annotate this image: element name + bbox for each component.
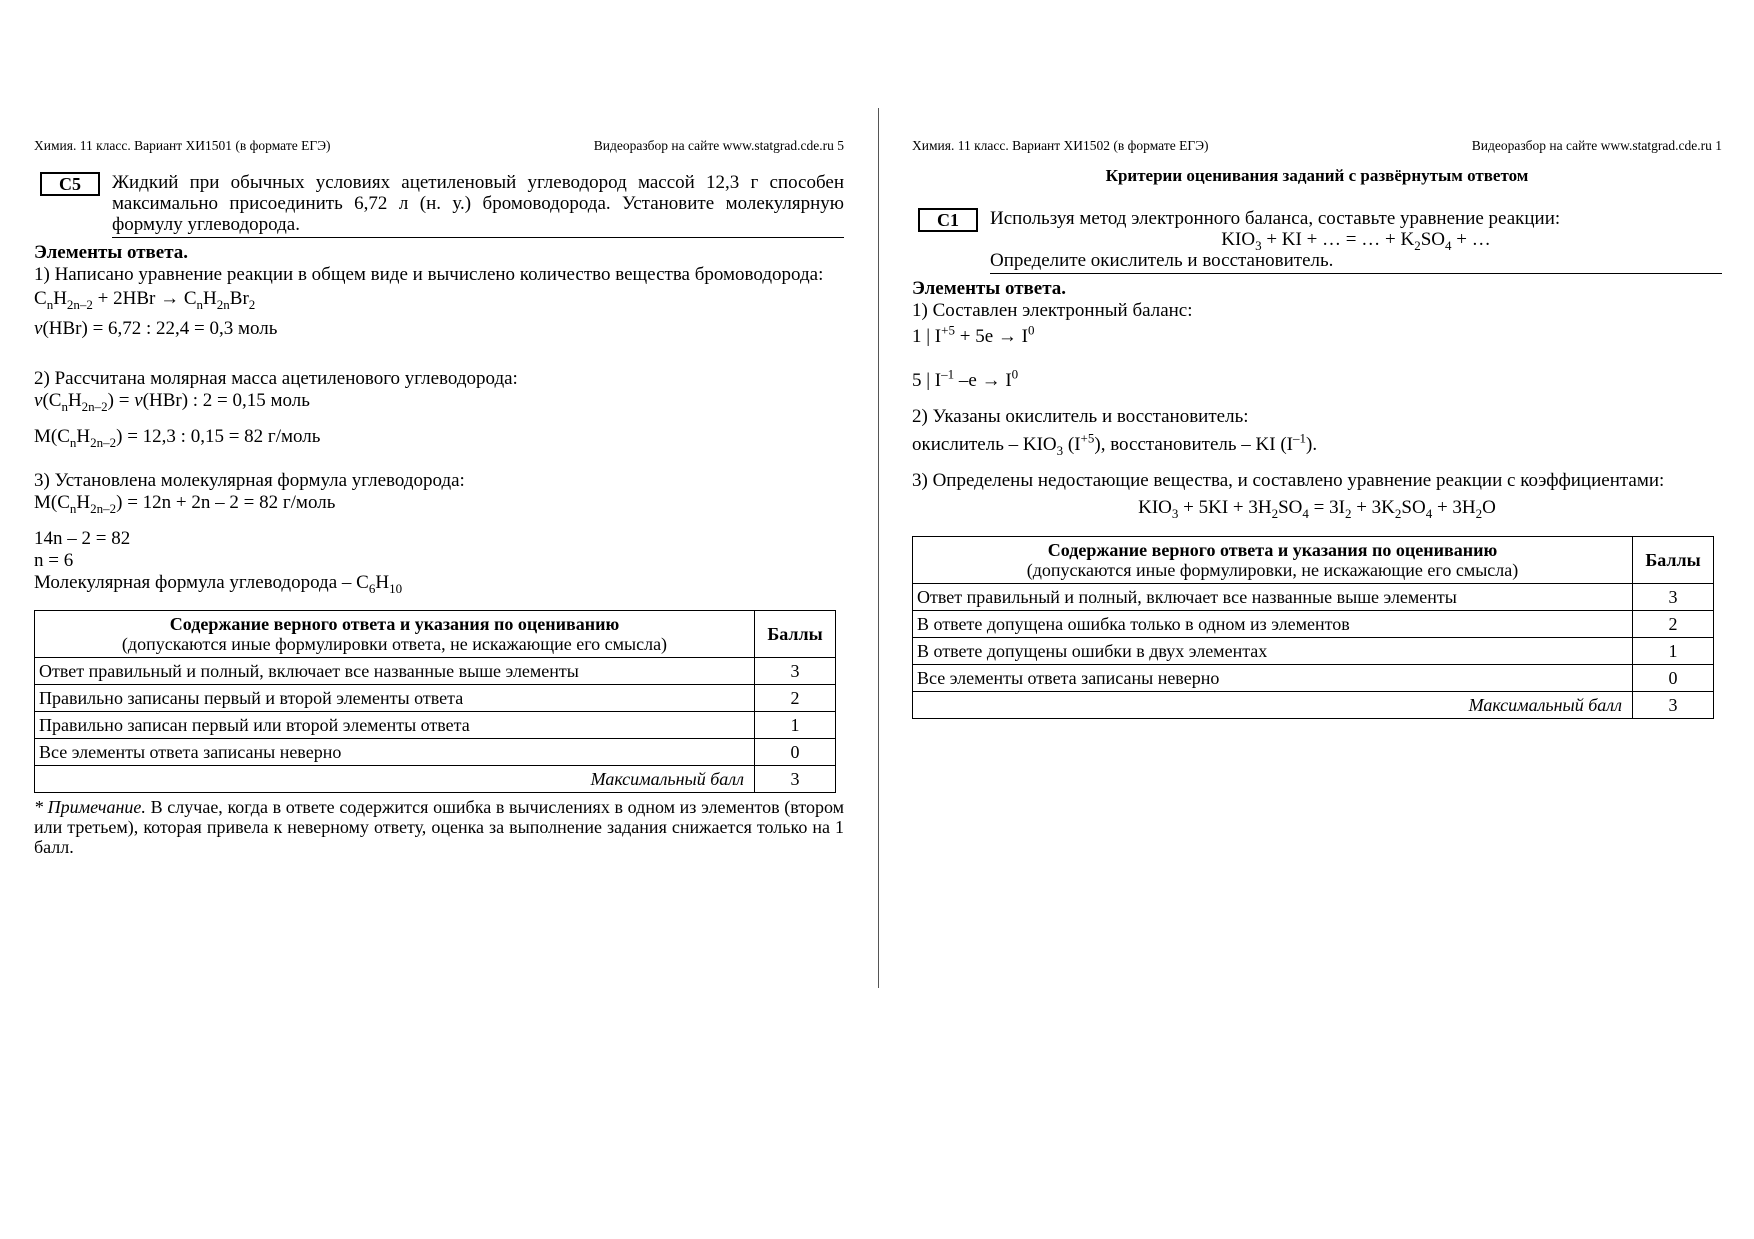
table-max-row	[913, 692, 1714, 719]
note: * Примечание. В случае, когда в ответе содержится ошибка в вычислениях в одном из элементов (втором или третьем), которая привела к неверному ответу, оценка за выполнение задания снижается только на 1 балл.	[34, 797, 845, 857]
row-text: Ответ правильный и полный, включает все названные выше элементы	[35, 658, 755, 685]
task-text: Жидкий при обычных условиях ацетиленовый углеводород массой 12,3 г способен максимально присоединить 6,72 л (н. у.) бромоводорода. Установите молекулярную формулу углеводорода.	[112, 172, 844, 235]
task-text-2: Определите окислитель и восстановитель.	[990, 250, 1334, 271]
page-divider	[878, 108, 879, 988]
table-row	[913, 665, 1714, 692]
grading-table	[34, 610, 836, 793]
grading-table	[912, 536, 1714, 719]
step2-text: 2) Рассчитана молярная масса ацетиленового углеводорода:	[34, 368, 518, 389]
row-text: Правильно записан первый или второй элементы ответа	[35, 712, 755, 739]
step3-line3: n = 6	[34, 550, 74, 571]
final-equation: $KIO_3 + 5KI + 3H_2SO_4 = 3I_2 + 3K_2SO_4 + 3H_2O$	[1138, 497, 1496, 521]
balance-line-2: 5 | $I^{-1}$ $-e \to I^0$	[912, 366, 1019, 391]
table-header-content: Содержание верного ответа и указания по оцениванию (допускаются иные формулировки ответа, не искажающие его смысла)	[35, 611, 755, 658]
step2-line1: $\nu(C_nH_{2n-2}) = \nu(HBr)$ : 2 = 0,15 моль	[34, 390, 310, 414]
elements-heading: Элементы ответа.	[912, 278, 1067, 299]
right-page	[912, 136, 1722, 719]
step2-text: 2) Указаны окислитель и восстановитель:	[912, 406, 1249, 427]
step3-line2: 14n – 2 = 82	[34, 528, 131, 549]
task-statement	[112, 172, 844, 238]
task-number: С1	[918, 208, 978, 232]
table-header-row	[913, 537, 1714, 584]
right-page-header	[912, 136, 1722, 156]
criteria-title: Критерии оценивания заданий с развёрнутым ответом	[1105, 166, 1529, 185]
step1-text: 1) Составлен электронный баланс:	[912, 300, 1193, 321]
header-subject: Химия. 11 класс. Вариант ХИ1502 (в формате ЕГЭ)	[912, 138, 1209, 153]
answer-elements	[34, 242, 844, 594]
table-row	[913, 611, 1714, 638]
row-score: 0	[755, 739, 836, 766]
task-number: С5	[40, 172, 100, 196]
header-site: Видеоразбор на сайте www.statgrad.cde.ru 1	[1471, 138, 1722, 153]
task-equation: $KIO_3$ + KI + … = … + $K_2SO_4$ + …	[1221, 229, 1491, 253]
row-text: Все элементы ответа записаны неверно	[35, 739, 755, 766]
row-score: 0	[1633, 665, 1714, 692]
elements-heading: Элементы ответа.	[34, 242, 189, 263]
step1-calc: ν(HBr) = 6,72 : 22,4 = 0,3 моль	[34, 318, 278, 339]
row-score: 1	[755, 712, 836, 739]
table-header-content: Содержание верного ответа и указания по оцениванию (допускаются иные формулировки, не искажающие его смысла)	[913, 537, 1633, 584]
left-page	[34, 136, 844, 857]
max-score: 3	[1633, 692, 1714, 719]
row-score: 2	[755, 685, 836, 712]
step2-line: окислитель – $KIO_3$ $(I^{+5})$, восстановитель – KI $(I^{-1})$.	[912, 430, 1318, 458]
table-row	[35, 712, 836, 739]
max-label: Максимальный балл	[35, 766, 755, 793]
table-row	[913, 584, 1714, 611]
table-row	[35, 739, 836, 766]
table-row	[913, 638, 1714, 665]
task-c5	[34, 172, 844, 238]
step3-line4: Молекулярная формула углеводорода – $C_6H_{10}$	[34, 572, 403, 596]
task-text: Используя метод электронного баланса, составьте уравнение реакции:	[990, 208, 1561, 229]
table-row	[35, 685, 836, 712]
max-label: Максимальный балл	[913, 692, 1633, 719]
max-score: 3	[755, 766, 836, 793]
header-site: Видеоразбор на сайте www.statgrad.cde.ru 5	[593, 138, 844, 153]
row-text: Все элементы ответа записаны неверно	[913, 665, 1633, 692]
row-text: В ответе допущена ошибка только в одном из элементов	[913, 611, 1633, 638]
balance-line-1: 1 | $I^{+5} + 5e \to I^0$	[912, 322, 1035, 347]
row-score: 3	[755, 658, 836, 685]
table-header-row	[35, 611, 836, 658]
step2-line2: $M(C_nH_{2n-2}) = 12,3$ : 0,15 = 82 г/моль	[34, 426, 321, 450]
task-statement	[990, 208, 1722, 274]
row-text: В ответе допущены ошибки в двух элементах	[913, 638, 1633, 665]
step3-line1: $M(C_nH_{2n-2}) = 12n + 2n - 2 = 82$ г/моль	[34, 492, 336, 516]
table-max-row	[35, 766, 836, 793]
row-text: Ответ правильный и полный, включает все названные выше элементы	[913, 584, 1633, 611]
table-header-points: Баллы	[755, 611, 836, 658]
row-score: 3	[1633, 584, 1714, 611]
row-text: Правильно записаны первый и второй элементы ответа	[35, 685, 755, 712]
table-header-points: Баллы	[1633, 537, 1714, 584]
header-subject: Химия. 11 класс. Вариант ХИ1501 (в формате ЕГЭ)	[34, 138, 331, 153]
step3-text: 3) Определены недостающие вещества, и составлено уравнение реакции с коэффициентами:	[912, 470, 1665, 491]
step3-text: 3) Установлена молекулярная формула углеводорода:	[34, 470, 465, 491]
task-c1	[912, 208, 1722, 274]
table-row	[35, 658, 836, 685]
answer-elements	[912, 278, 1722, 520]
left-page-header	[34, 136, 844, 156]
step1-equation: $C_nH_{2n-2} + 2HBr \to C_nH_{2n}Br_2$	[34, 288, 256, 312]
step1-text: 1) Написано уравнение реакции в общем виде и вычислено количество вещества бромоводорода:	[34, 264, 824, 285]
row-score: 2	[1633, 611, 1714, 638]
row-score: 1	[1633, 638, 1714, 665]
